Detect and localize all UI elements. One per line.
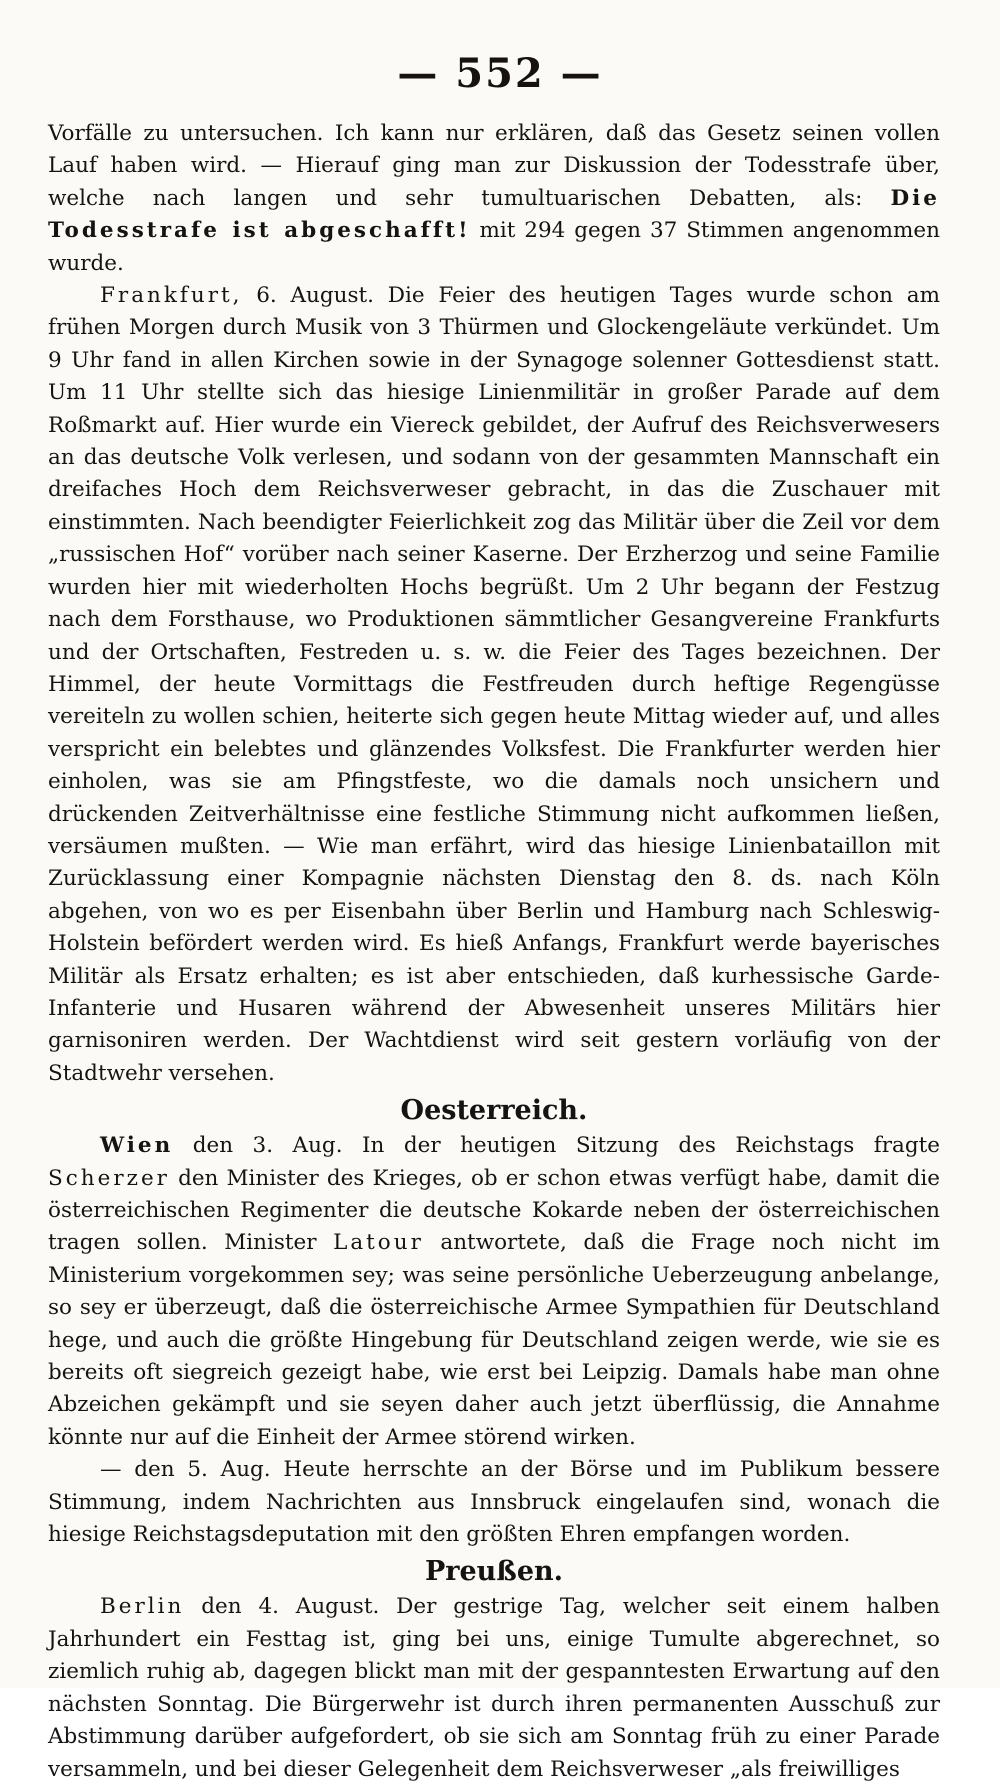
person-name: Scherzer bbox=[48, 1165, 170, 1191]
section-heading-austria: Oesterreich. bbox=[400, 1095, 588, 1127]
emphasized-resolution: Die Todesstrafe ist abgeschafft! bbox=[48, 185, 940, 244]
dateline-place: Berlin bbox=[100, 1594, 185, 1620]
paragraph-text: mit 294 gegen 37 Stimmen angenommen wurde. bbox=[48, 218, 940, 276]
paragraph-text: den Minister des Krieges, ob er schon etwas verfügt habe, damit die österreichischen Regimenter die deutsche Kokarde neben der österreichischen tragen sollen. Minister bbox=[48, 1165, 940, 1256]
text-column bbox=[48, 118, 940, 1786]
dateline-place: Wien bbox=[100, 1133, 174, 1159]
paragraph-berlin bbox=[48, 1591, 940, 1785]
paragraph-text: den 4. August. Der gestrige Tag, welcher seit einem halben Jahrhundert ein Festtag ist, ging bei uns, einige Tumulte abgerechnet, so ziemlich ruhig ab, dagegen blickt man mit der gespanntesten Erwartung auf den nächsten Sonntag. Die Bürgerwehr ist durch ihren permanenten Ausschuß zur Abstimmung darüber aufgefordert, ob sie sich am Sonntag früh zu einer Parade versammeln, und bei dieser Gelegenheit dem Reichsverweser „als freiwilliges bbox=[48, 1594, 940, 1782]
paragraph-text: Vorfälle zu untersuchen. Ich kann nur erklären, daß das Gesetz seinen vollen Lauf haben wird. — Hierauf ging man zur Diskussion der Todesstrafe über, welche nach langen und sehr tumultuarischen Debatten, als: bbox=[48, 121, 940, 211]
paragraph-reichstag-death-penalty bbox=[48, 118, 940, 280]
section-heading-prussia: Preußen. bbox=[424, 1556, 564, 1588]
page-number: — 552 — bbox=[397, 50, 603, 97]
person-name: Latour bbox=[333, 1230, 424, 1256]
paragraph-wien-followup: — den 5. Aug. Heute herrschte an der Börse und im Publikum bessere Stimmung, indem Nachrichten aus Innsbruck eingelaufen sind, wonach die hiesige Reichstagsdeputation mit den größten Ehren empfangen worden. bbox=[48, 1457, 940, 1548]
paragraph-text: den 3. Aug. In der heutigen Sitzung des Reichstags fragte bbox=[173, 1133, 940, 1159]
paragraph-text: antwortete, daß die Frage noch nicht im Ministerium vorgekommen sey; was seine persönliche Ueberzeugung anbelange, so sey er überzeugt, daß die österreichische Armee Sympathien für Deutschland hege, und auch die größte Hingebung für Deutschland zeigen werde, wie sie es bereits oft siegreich gezeigt habe, wie erst bei Leipzig. Damals habe man ohne Abzeichen gekämpft und sie seyen daher auch jetzt überflüssig, die Annahme könnte nur auf die Einheit der Armee störend wirken. bbox=[48, 1230, 940, 1450]
paragraph-frankfurt bbox=[48, 280, 940, 1090]
paragraph-wien bbox=[48, 1130, 940, 1454]
dateline-place: Frankfurt, bbox=[100, 283, 243, 309]
paragraph-text: 6. August. Die Feier des heutigen Tages wurde schon am frühen Morgen durch Musik von 3 Thürmen und Glockengeläute verkündet. Um 9 Uhr fand in allen Kirchen sowie in der Synagoge solenner Gottesdienst statt. Um 11 Uhr stellte sich das hiesige Linienmilitär in großer Parade auf dem Roßmarkt auf. Hier wurde ein Viereck gebildet, der Aufruf des Reichsverwesers an das deutsche Volk verlesen, und sodann von der gesammten Mannschaft ein dreifaches Hoch dem Reichsverweser gebracht, in das die Zuschauer mit einstimmten. Nach beendigter Feierlichkeit zog das Militär über die Zeil vor dem „russischen Hof“ vorüber nach seiner Kaserne. Der Erzherzog und seine Familie wurden hier mit wiederholten Hochs begrüßt. Um 2 Uhr begann der Festzug nach dem Forsthause, wo Produktionen sämmtlicher Gesangvereine Frankfurts und der Ortschaften, Festreden u. s. w. die Feier des Tages bezeichnen. Der Himmel, der heute Vormittags die Festfreuden durch heftige Regengüsse vereiteln zu wollen schien, heiterte sich gegen heute Mittag wieder auf, und alles verspricht ein belebtes und glänzendes Volksfest. Die Frankfurter werden hier einholen, was sie am Pfingstfeste, wo die damals noch unsichern und drückenden Zeitverhältnisse eine festliche Stimmung nicht aufkommen ließen, versäumen mußten. — Wie man erfährt, wird das hiesige Linienbataillon mit Zurücklassung einer Kompagnie nächsten Dienstag den 8. ds. nach Köln abgehen, von wo es per Eisenbahn über Berlin und Hamburg nach Schleswig-Holstein befördert werden wird. Es hieß Anfangs, Frankfurt werde bayerisches Militär als Ersatz erhalten; es ist aber entschieden, daß kurhessische Garde-Infanterie und Husaren während der Abwesenheit unseres Militärs hier garnisoniren werden. Der Wachtdienst wird seit gestern vorläufig von der Stadtwehr versehen. bbox=[48, 283, 940, 1086]
